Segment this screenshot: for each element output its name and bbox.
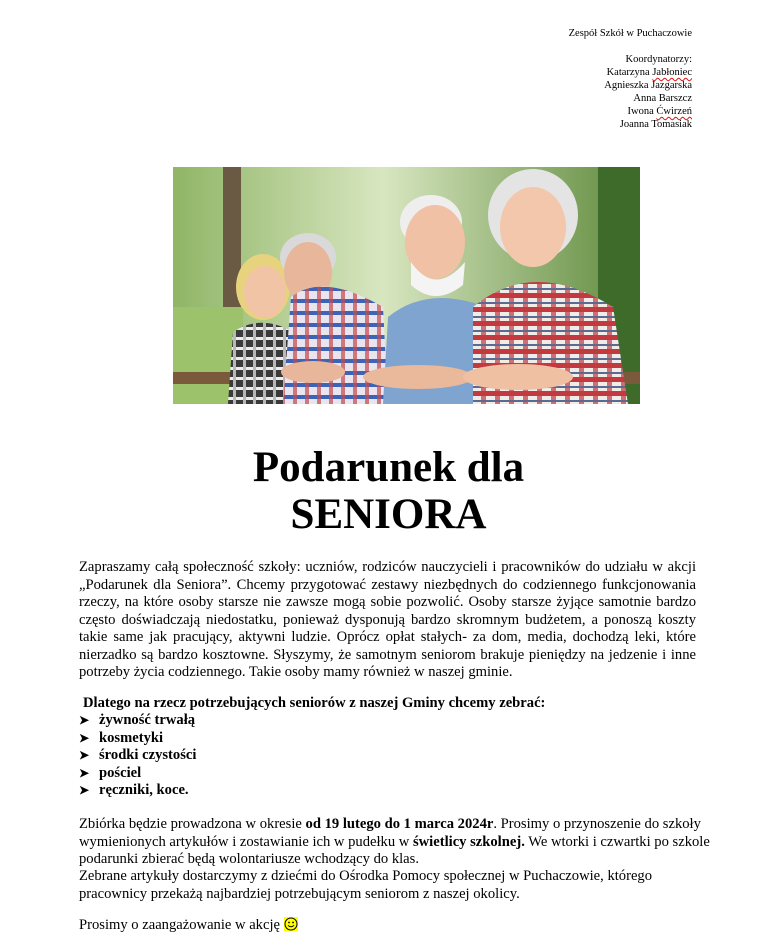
- list-item-label: żywność trwałą: [99, 712, 196, 728]
- list-item: [79, 730, 196, 748]
- poster-title: [0, 444, 777, 538]
- list-item: [79, 782, 196, 800]
- intro-paragraph: Zapraszamy całą społeczność szkoły: uczniów, rodziców nauczycieli i pracowników do udziału w akcji „Podarunek dla Seniora”. Chcemy przygotować zestawy niezbędnych do codziennego funkcjonowania rzeczy, na które osoby starsze nie zawsze mogą sobie pozwolić. Osoby starsze żyjące samotnie bardzo często doświadczają niedostatku, ponieważ dysponują bardzo skromnym budżetem, a ponoszą koszty takie same jak pracujący, aktywni ludzie. Oprócz opłat stałych- za dom, media, dochodzą leki, które nierzadko są bardzo kosztowne. Słyszymy, że samotnym seniorom brakuje pieniędzy na jedzenie i inne potrzeby życia codziennego. Takie osoby mamy również w naszej gminie.: [79, 559, 696, 680]
- schedule-place: świetlicy szkolnej.: [412, 833, 525, 850]
- title-line-1: Podarunek dla: [252, 444, 525, 491]
- list-item: [79, 712, 196, 730]
- coordinator-2: Agnieszka Jazgarska: [604, 80, 692, 91]
- arrowhead-bullet-icon: ➤: [79, 783, 90, 797]
- seniors-photo: [173, 167, 640, 404]
- closing-text: Prosimy o zaangażowanie w akcję: [79, 917, 280, 933]
- coordinators-label: Koordynatorzy:: [625, 54, 692, 65]
- school-name: Zespół Szkół w Puchaczowie: [568, 28, 692, 39]
- list-item-label: pościel: [99, 764, 142, 781]
- coordinator-3: Anna Barszcz: [633, 93, 692, 104]
- schedule-text-2: . Prosimy o przynoszenie do szkoły wymienionych artykułów i zostawianie ich w pudełku w: [79, 816, 701, 850]
- schedule-text-3: We wtorki i czwartki po szkole podarunki zbierać będą wolontariusze wchodzący do klas.: [79, 833, 710, 867]
- arrowhead-bullet-icon: ➤: [79, 713, 90, 727]
- coordinator-4: Iwona Ćwirzeń: [627, 106, 692, 117]
- list-item: [79, 747, 196, 765]
- arrowhead-bullet-icon: ➤: [79, 765, 90, 780]
- list-item-label: ręczniki, koce.: [99, 782, 189, 798]
- header-block: [569, 27, 692, 131]
- title-line-2: SENIORA: [290, 491, 487, 538]
- collect-list: [79, 712, 196, 800]
- schedule-text-1: Zbiórka będzie prowadzona w okresie: [79, 816, 306, 832]
- delivery-paragraph: Zebrane artykuły dostarczymy z dziećmi do Ośrodka Pomocy społecznej w Puchaczowie, którego pracownicy przekażą najbardziej potrzebującym seniorom z naszej okolicy.: [79, 868, 653, 902]
- list-item-label: środki czystości: [99, 747, 197, 763]
- schedule-dates: od 19 lutego do 1 marca 2024r: [305, 816, 494, 832]
- seniors-photo-illustration: [173, 167, 640, 404]
- coordinator-1: Katarzyna Jabłoniec: [606, 67, 692, 78]
- list-item-label: kosmetyki: [99, 729, 164, 746]
- arrowhead-bullet-icon: ➤: [79, 748, 90, 762]
- arrowhead-bullet-icon: ➤: [79, 730, 90, 745]
- collect-lead: Dlatego na rzecz potrzebujących seniorów z naszej Gminy chcemy zebrać:: [83, 695, 546, 711]
- closing-line: [79, 917, 298, 934]
- list-item: [79, 765, 196, 783]
- smiley-face-icon: [284, 917, 298, 931]
- coordinator-5: Joanna Tomasiak: [619, 119, 692, 130]
- schedule-paragraph: [79, 816, 719, 869]
